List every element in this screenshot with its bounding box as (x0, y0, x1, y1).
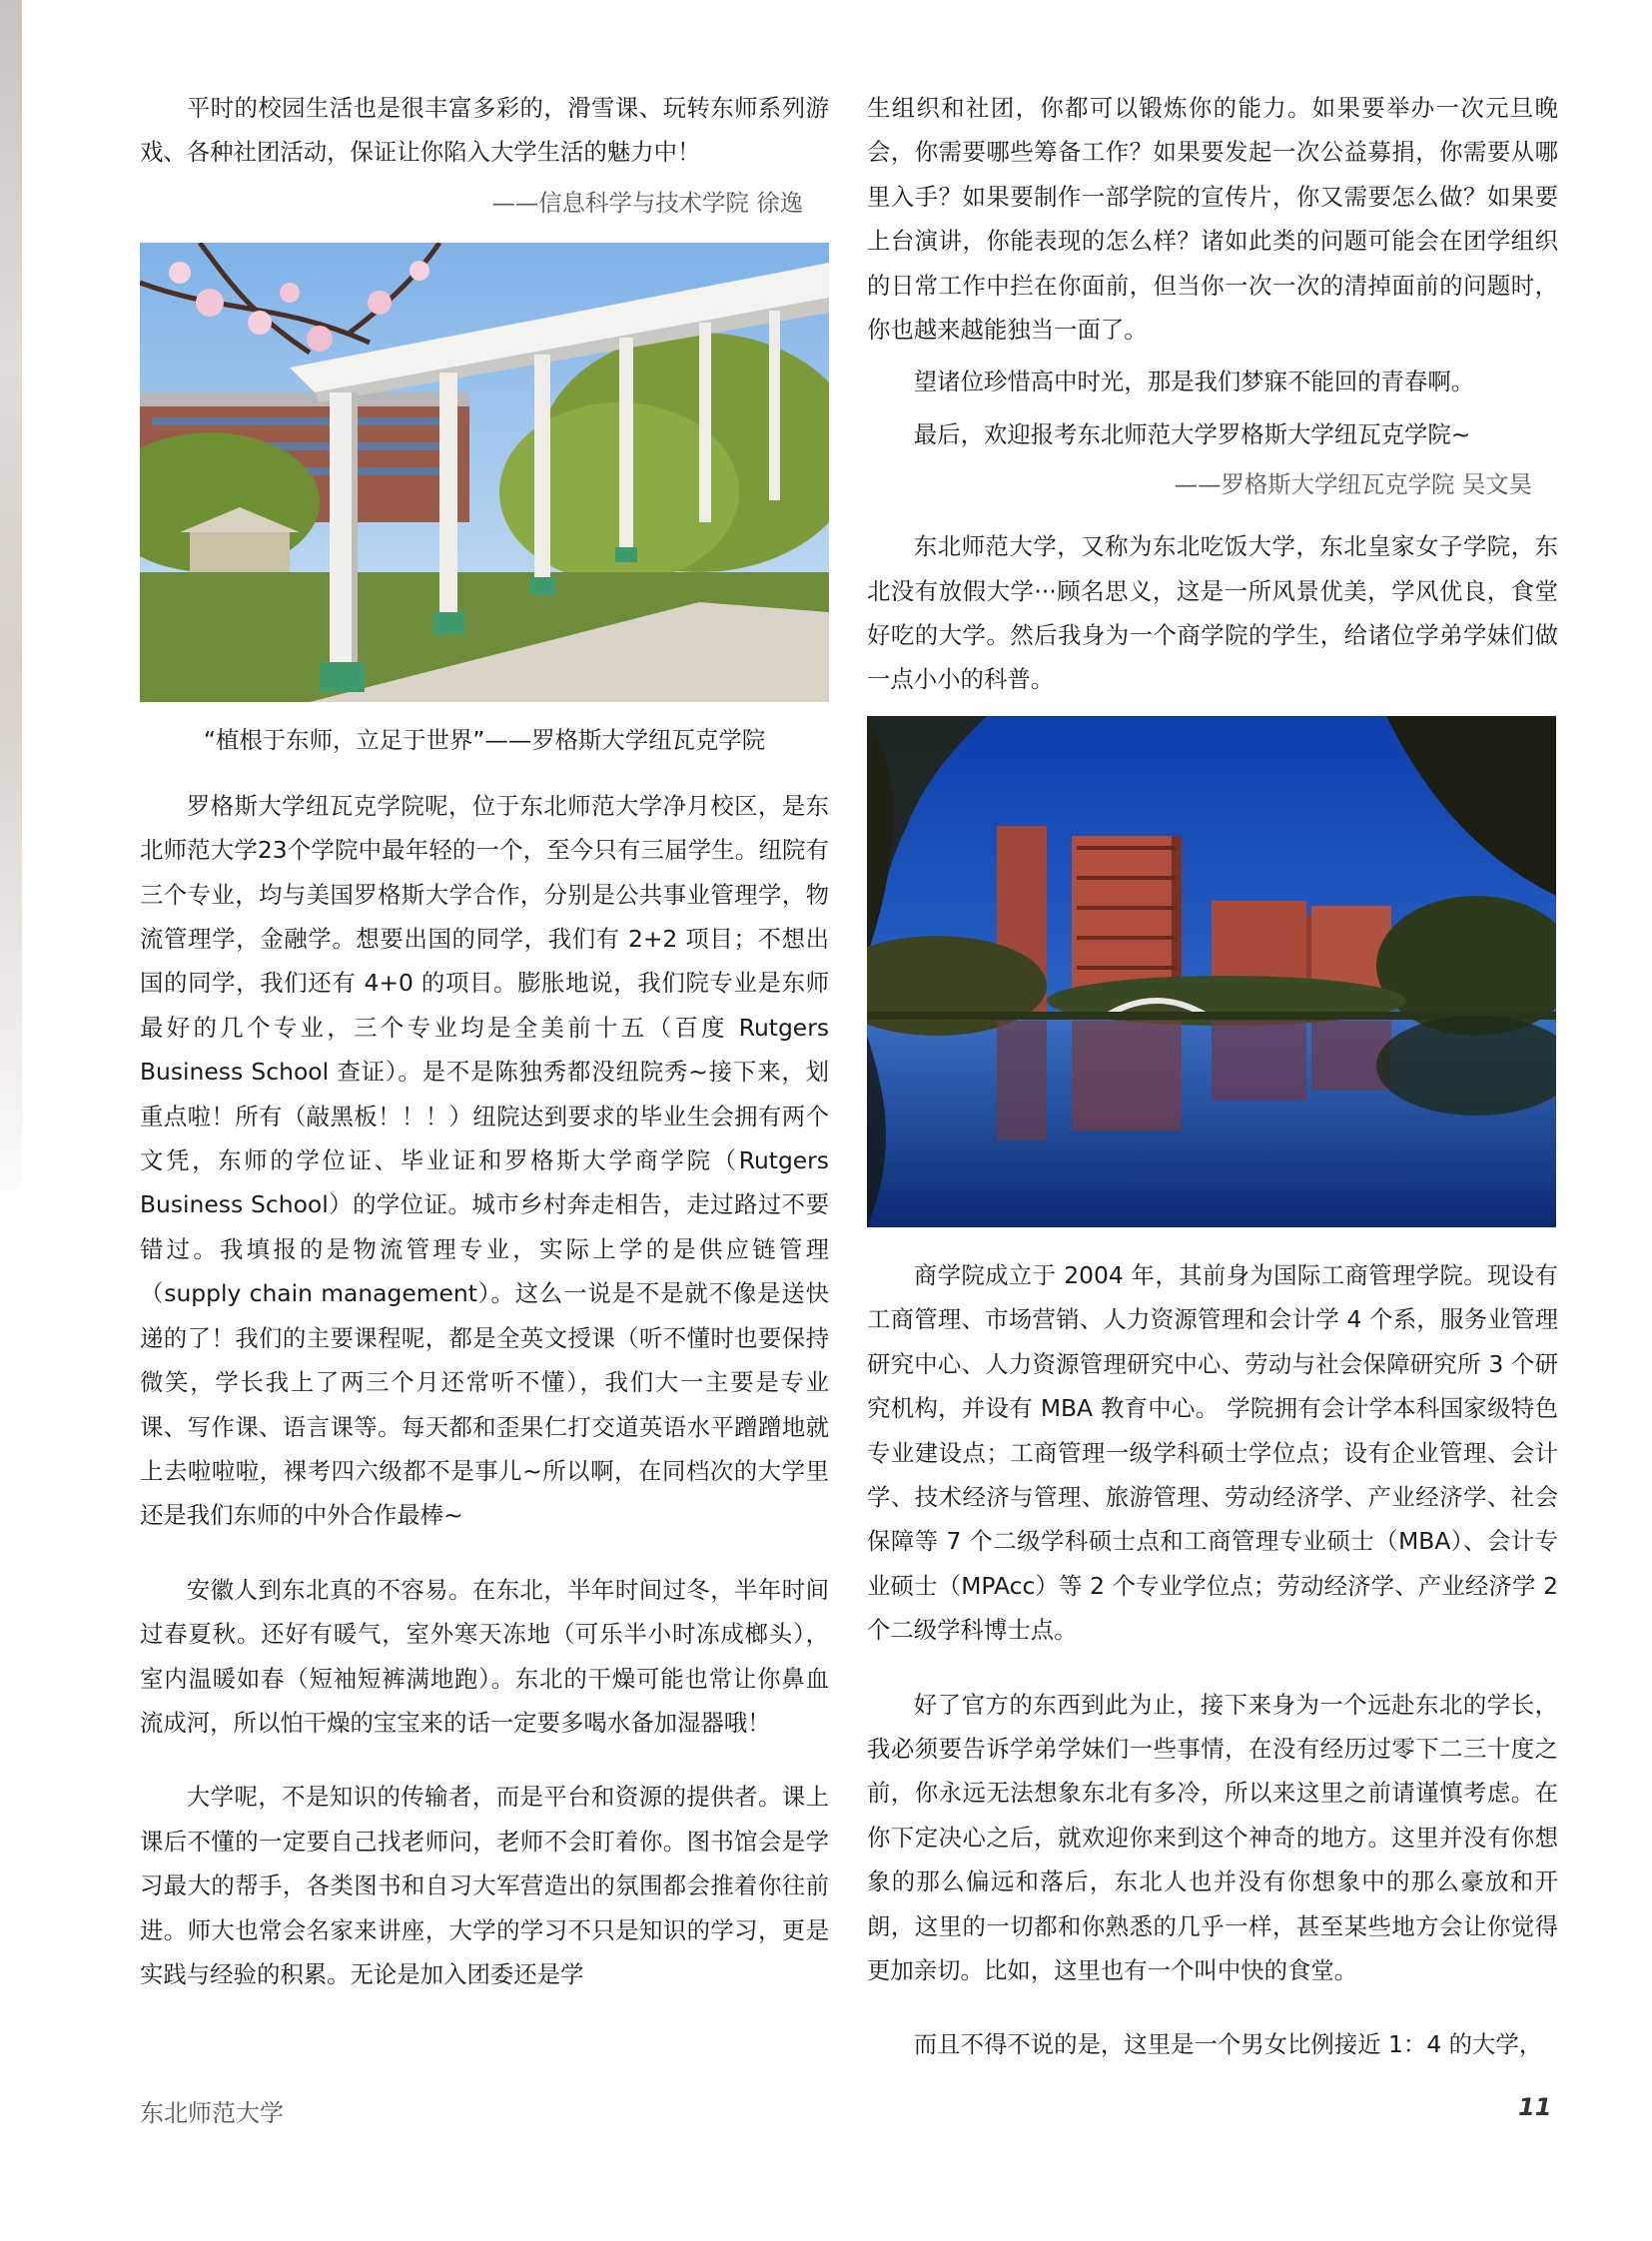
footer-publication: 东北师范大学 (140, 2099, 284, 2127)
paragraph: 大学呢，不是知识的传输者，而是平台和资源的提供者。课上课后不懂的一定要自己找老师问，老师不会盯着你。图书馆会是学习最大的帮手，各类图书和自习大军营造出的氛围都会推着你往前进。师大也常会名家来讲座，大学的学习不只是知识的学习，更是实践与经验的积累。无论是加入团委还是学 (140, 1783, 829, 1988)
page-number: 11 (1518, 2093, 1552, 2121)
paragraph: 最后，欢迎报考东北师范大学罗格斯大学纽瓦克学院~ (913, 419, 1471, 448)
paragraph: 罗格斯大学纽瓦克学院呢，位于东北师范大学净月校区，是东北师范大学23个学院中最年轻的一个，至今只有三届学生。纽院有三个专业，均与美国罗格斯大学合作，分别是公共事业管理学，物流管理学，金融学。想要出国的同学，我们有 2+2 项目；不想出国的同学，我们还有 4+0 的项目。膨胀地说，我们院专业是东师最好的几个专业，三个专业均是全美前十五（百度 Rutgers Business School 查证）。是不是陈独秀都没纽院秀~接下来，划重点啦！所有（敲黑板！！！）纽院达到要求的毕业生会拥有两个文凭，东师的学位证、毕业证和罗格斯大学商学院（Rutgers Business School）的学位证。城市乡村奔走相告，走过路过不要错过。我填报的是物流管理专业，实际上学的是供应链管理（supply chain management）。这么一说是不是就不像是送快递的了！我们的主要课程呢，都是全英文授课（听不懂时也要保持微笑，学长我上了两三个月还常听不懂），我们大一主要是专业课、写作课、语言课等。每天都和歪果仁打交道英语水平蹭蹭地就上去啦啦啦，裸考四六级都不是事儿~所以啊，在同档次的大学里还是我们东师的中外合作最棒~ (140, 791, 829, 1530)
paragraph: 东北师范大学，又称为东北吃饭大学，东北皇家女子学院，东北没有放假大学···顾名思义，这是一所风景优美，学风优良，食堂好吃的大学。然后我身为一个商学院的学生，给诸位学弟学妹们做一点小小的科普。 (867, 532, 1558, 694)
photo-caption: “植根于东师，立足于世界”——罗格斯大学纽瓦克学院 (203, 725, 766, 754)
paragraph: 平时的校园生活也是很丰富多彩的，滑雪课、玩转东师系列游戏、各种社团活动，保证让你陷入大学生活的魅力中！ (140, 94, 829, 167)
paragraph: 安徽人到东北真的不容易。在东北，半年时间过冬，半年时间过春夏秋。还好有暖气，室外寒天冻地（可乐半小时冻成榔头），室内温暖如春（短袖短裤满地跑）。东北的干燥可能也常让你鼻血流成河，所以怕干燥的宝宝来的话一定要多喝水备加湿器哦！ (140, 1575, 829, 1737)
paragraph: 而且不得不说的是，这里是一个男女比例接近 1：4 的大学， (913, 2030, 1543, 2059)
right-column (867, 86, 1558, 2097)
signature: ——罗格斯大学纽瓦克学院 吴文昊 (1174, 470, 1532, 499)
left-column (140, 86, 829, 2026)
page-edge-shadow (0, 0, 22, 1208)
paragraph: 商学院成立于 2004 年，其前身为国际工商管理学院。现设有工商管理、市场营销、人力资源管理和会计学 4 个系，服务业管理研究中心、人力资源管理研究中心、劳动与社会保障研究所 3 个研究机构，并设有 MBA 教育中心。 学院拥有会计学本科国家级特色专业建设点；工商管理一级学科硕士学位点；设有企业管理、会计学、技术经济与管理、旅游管理、劳动经济学、产业经济学、社会保障等 7 个二级学科硕士点和工商管理专业硕士（MBA）、会计专业硕士（MPAcc）等 2 个专业学位点；劳动经济学、产业经济学 2 个二级学科博士点。 (867, 1260, 1558, 1645)
paragraph: 生组织和社团，你都可以锻炼你的能力。如果要举办一次元旦晚会，你需要哪些筹备工作？如果要发起一次公益募捐，你需要从哪里入手？如果要制作一部学院的宣传片，你又需要怎么做？如果要上台演讲，你能表现的怎么样？诸如此类的问题可能会在团学组织的日常工作中拦在你面前，但当你一次一次的清掉面前的问题时，你也越来越能独当一面了。 (867, 94, 1558, 345)
paragraph: 好了官方的东西到此为止，接下来身为一个远赴东北的学长，我必须要告诉学弟学妹们一些事情，在没有经历过零下二三十度之前，你永远无法想象东北有多冷，所以来这里之前请谨慎考虑。在你下定决心之后，就欢迎你来到这个神奇的地方。这里并没有你想象的那么偏远和落后，东北人也并没有你想象中的那么豪放和开朗，这里的一切都和你熟悉的几乎一样，甚至某些地方会让你觉得更加亲切。比如，这里也有一个叫中快的食堂。 (867, 1690, 1558, 1984)
campus-lake-photo (867, 716, 1556, 1227)
paragraph: 望诸位珍惜高中时光，那是我们梦寐不能回的青春啊。 (913, 368, 1475, 396)
pergola-photo (140, 243, 829, 702)
signature: ——信息科学与技术学院 徐逸 (491, 188, 803, 217)
